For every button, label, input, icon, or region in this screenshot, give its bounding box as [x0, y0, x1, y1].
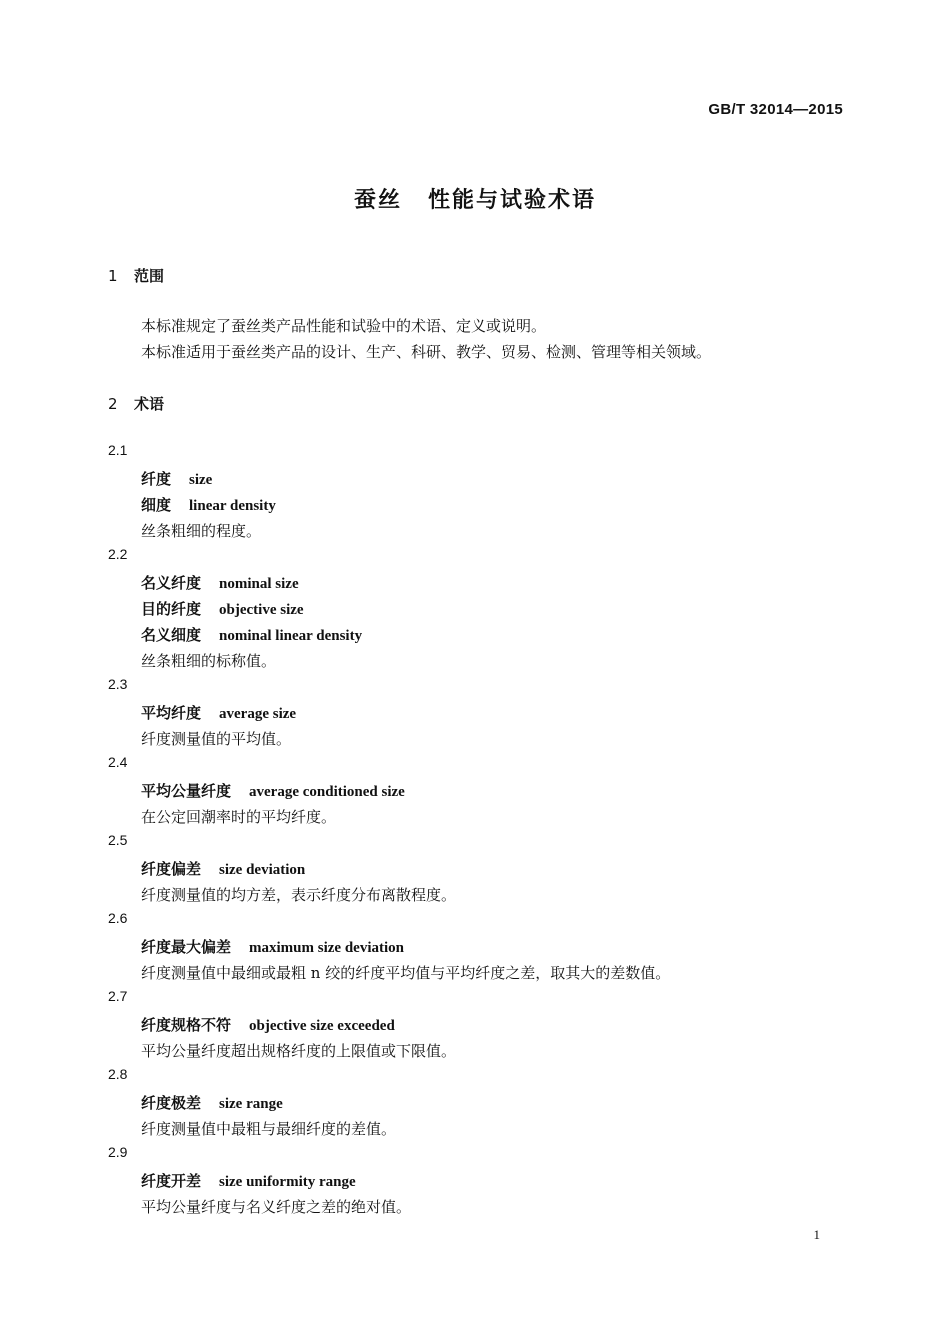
term-entry-number: 2.3: [108, 676, 128, 692]
term-entry-number: 2.8: [108, 1066, 128, 1082]
term-line: [141, 494, 276, 515]
term-english: maximum size deviation: [249, 940, 405, 956]
term-line: [141, 702, 296, 723]
page-number: 1: [813, 1227, 820, 1242]
term-line: [141, 572, 299, 593]
term-entry-number: 2.6: [108, 910, 128, 926]
term-definition: 在公定回潮率时的平均纤度。: [141, 808, 337, 826]
term-english: size: [189, 472, 213, 488]
term-english: linear density: [189, 498, 276, 514]
term-definition: 纤度测量值的均方差，表示纤度分布离散程度。: [141, 886, 457, 904]
term-chinese: 纤度偏差: [141, 860, 202, 878]
term-chinese: 平均公量纤度: [141, 782, 232, 800]
standard-code: GB/T 32014—2015: [708, 101, 843, 118]
section-title: 术语: [134, 395, 165, 413]
term-english: average conditioned size: [249, 784, 405, 800]
term-english: average size: [219, 706, 297, 722]
term-chinese: 目的纤度: [141, 600, 202, 618]
term-definition: 纤度测量值中最粗与最细纤度的差值。: [141, 1120, 397, 1138]
section-heading-scope: [108, 265, 164, 286]
term-chinese: 名义细度: [141, 626, 202, 644]
term-entry-number: 2.2: [108, 546, 128, 562]
term-entry-number: 2.1: [108, 442, 128, 458]
term-line: [141, 1092, 283, 1113]
term-entry-number: 2.9: [108, 1144, 128, 1160]
term-chinese: 名义纤度: [141, 574, 202, 592]
term-line: [141, 780, 405, 801]
term-english: size range: [219, 1096, 283, 1112]
section-number: 1: [108, 267, 118, 285]
term-definition: 纤度测量值的平均值。: [141, 730, 292, 748]
term-line: [141, 598, 304, 619]
term-chinese: 纤度极差: [141, 1094, 202, 1112]
document-title: [0, 183, 950, 214]
term-line: [141, 1014, 395, 1035]
term-english: objective size exceeded: [249, 1018, 395, 1034]
term-english: objective size: [219, 602, 304, 618]
term-chinese: 纤度规格不符: [141, 1016, 232, 1034]
scope-paragraph-2: 本标准适用于蚕丝类产品的设计、生产、科研、教学、贸易、检测、管理等相关领域。: [141, 343, 712, 361]
term-english: nominal linear density: [219, 628, 363, 644]
term-definition: 平均公量纤度超出规格纤度的上限值或下限值。: [141, 1042, 457, 1060]
term-english: size deviation: [219, 862, 306, 878]
term-chinese: 细度: [141, 496, 172, 514]
term-definition: 纤度测量值中最细或最粗 n 绞的纤度平均值与平均纤度之差，取其大的差数值。: [141, 964, 671, 982]
term-definition: 平均公量纤度与名义纤度之差的绝对值。: [141, 1198, 412, 1216]
term-line: [141, 858, 305, 879]
term-line: [141, 936, 404, 957]
scope-paragraph-1: 本标准规定了蚕丝类产品性能和试验中的术语、定义或说明。: [141, 317, 547, 335]
term-chinese: 纤度开差: [141, 1172, 202, 1190]
term-line: [141, 1170, 356, 1191]
term-definition: 丝条粗细的标称值。: [141, 652, 277, 670]
term-entry-number: 2.4: [108, 754, 128, 770]
term-entry-number: 2.5: [108, 832, 128, 848]
term-chinese: 纤度最大偏差: [141, 938, 232, 956]
term-english: nominal size: [219, 576, 299, 592]
title-part-2: 性能与试验术语: [428, 188, 597, 213]
term-line: [141, 624, 362, 645]
term-entry-number: 2.7: [108, 988, 128, 1004]
section-heading-terms: [108, 393, 164, 414]
term-definition: 丝条粗细的程度。: [141, 522, 262, 540]
term-chinese: 纤度: [141, 470, 172, 488]
title-part-1: 蚕丝: [353, 188, 402, 213]
term-chinese: 平均纤度: [141, 704, 202, 722]
section-number: 2: [108, 395, 118, 413]
term-line: [141, 468, 212, 489]
term-english: size uniformity range: [219, 1174, 356, 1190]
section-title: 范围: [134, 267, 165, 285]
